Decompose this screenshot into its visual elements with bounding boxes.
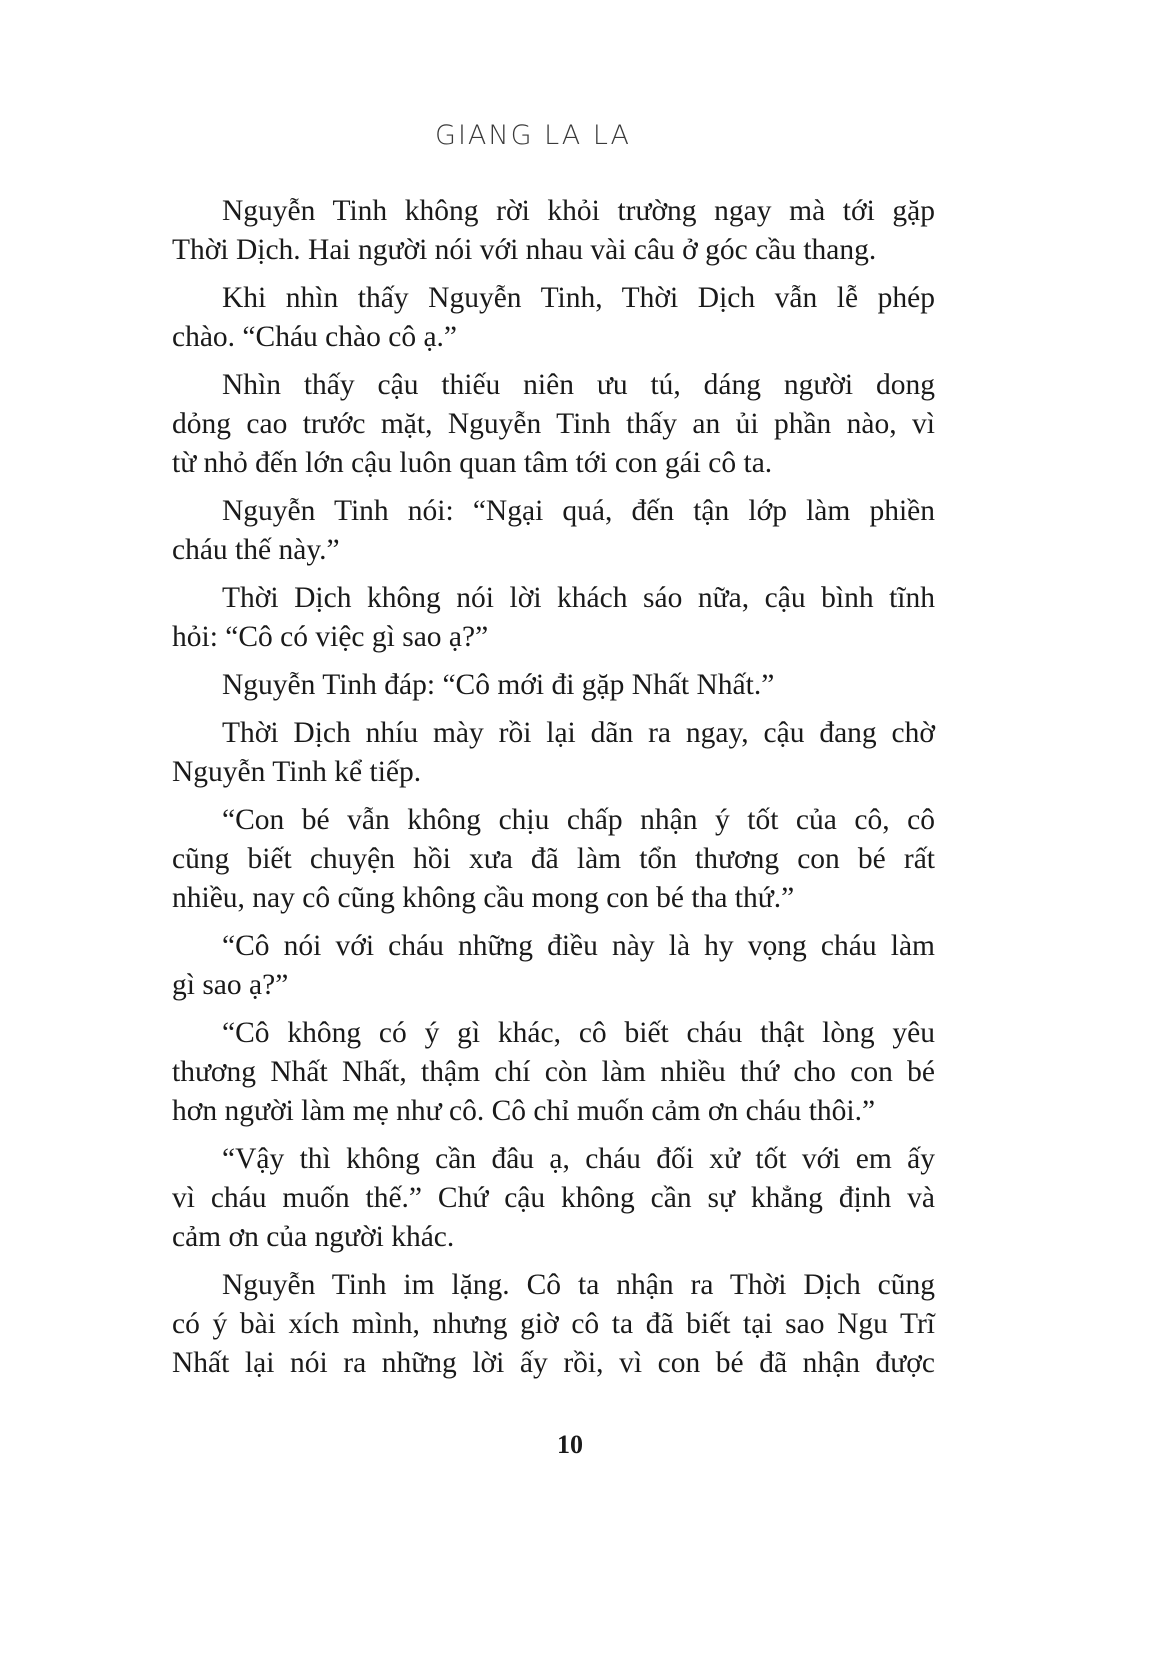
text-line: vì cháu muốn thế.” Chứ cậu không cần sự khẳng định và: [172, 1182, 935, 1214]
text-line: dỏng cao trước mặt, Nguyễn Tinh thấy an ủi phần nào, vì: [172, 408, 935, 440]
text-line: Thời Dịch không nói lời khách sáo nữa, cậu bình tĩnh: [222, 582, 935, 614]
text-line: cũng biết chuyện hồi xưa đã làm tổn thương con bé rất: [172, 843, 935, 875]
text-line: Thời Dịch. Hai người nói với nhau vài câu ở góc cầu thang.: [172, 234, 877, 266]
text-line: có ý bài xích mình, nhưng giờ cô ta đã biết tại sao Ngu Trĩ: [172, 1308, 935, 1340]
text-line: hỏi: “Cô có việc gì sao ạ?”: [172, 621, 489, 653]
text-line: Nguyễn Tinh nói: “Ngại quá, đến tận lớp làm phiền: [222, 495, 935, 527]
paragraph: [172, 1014, 935, 1131]
text-line: thương Nhất Nhất, thậm chí còn làm nhiều thứ cho con bé: [172, 1056, 935, 1088]
paragraph: [172, 192, 935, 270]
text-line: chào. “Cháu chào cô ạ.”: [172, 321, 458, 353]
paragraph: [172, 666, 935, 705]
text-line: Nguyễn Tinh đáp: “Cô mới đi gặp Nhất Nhất.”: [222, 669, 775, 701]
text-line: “Con bé vẫn không chịu chấp nhận ý tốt của cô, cô: [222, 804, 935, 836]
text-line: Nguyễn Tinh im lặng. Cô ta nhận ra Thời Dịch cũng: [222, 1269, 935, 1301]
text-line: từ nhỏ đến lớn cậu luôn quan tâm tới con gái cô ta.: [172, 447, 773, 479]
paragraph: [172, 366, 935, 483]
text-line: Nguyễn Tinh không rời khỏi trường ngay mà tới gặp: [222, 195, 935, 227]
text-line: Thời Dịch nhíu mày rồi lại dãn ra ngay, cậu đang chờ: [222, 717, 935, 749]
text-line: cháu thế này.”: [172, 534, 340, 566]
text-line: Nhìn thấy cậu thiếu niên ưu tú, dáng người dong: [222, 369, 935, 401]
body-text: [172, 192, 935, 1392]
text-line: Nguyễn Tinh kể tiếp.: [172, 756, 422, 788]
paragraph: [172, 579, 935, 657]
paragraph: [172, 1266, 935, 1383]
paragraph: [172, 801, 935, 918]
text-line: hơn người làm mẹ như cô. Cô chỉ muốn cảm ơn cháu thôi.”: [172, 1095, 876, 1127]
text-line: nhiều, nay cô cũng không cầu mong con bé tha thứ.”: [172, 882, 795, 914]
paragraph: [172, 279, 935, 357]
paragraph: [172, 927, 935, 1005]
text-line: Khi nhìn thấy Nguyễn Tinh, Thời Dịch vẫn lễ phép: [222, 282, 935, 314]
paragraph: [172, 714, 935, 792]
page-number: 10: [557, 1430, 583, 1459]
text-line: Nhất lại nói ra những lời ấy rồi, vì con bé đã nhận được: [172, 1347, 935, 1379]
paragraph: [172, 492, 935, 570]
running-header: GIANG LA LA: [435, 120, 631, 151]
text-line: gì sao ạ?”: [172, 969, 289, 1001]
text-line: cảm ơn của người khác.: [172, 1221, 455, 1253]
text-line: “Cô nói với cháu những điều này là hy vọng cháu làm: [222, 930, 935, 962]
paragraph: [172, 1140, 935, 1257]
text-line: “Vậy thì không cần đâu ạ, cháu đối xử tốt với em ấy: [222, 1143, 935, 1175]
text-line: “Cô không có ý gì khác, cô biết cháu thật lòng yêu: [222, 1017, 935, 1049]
